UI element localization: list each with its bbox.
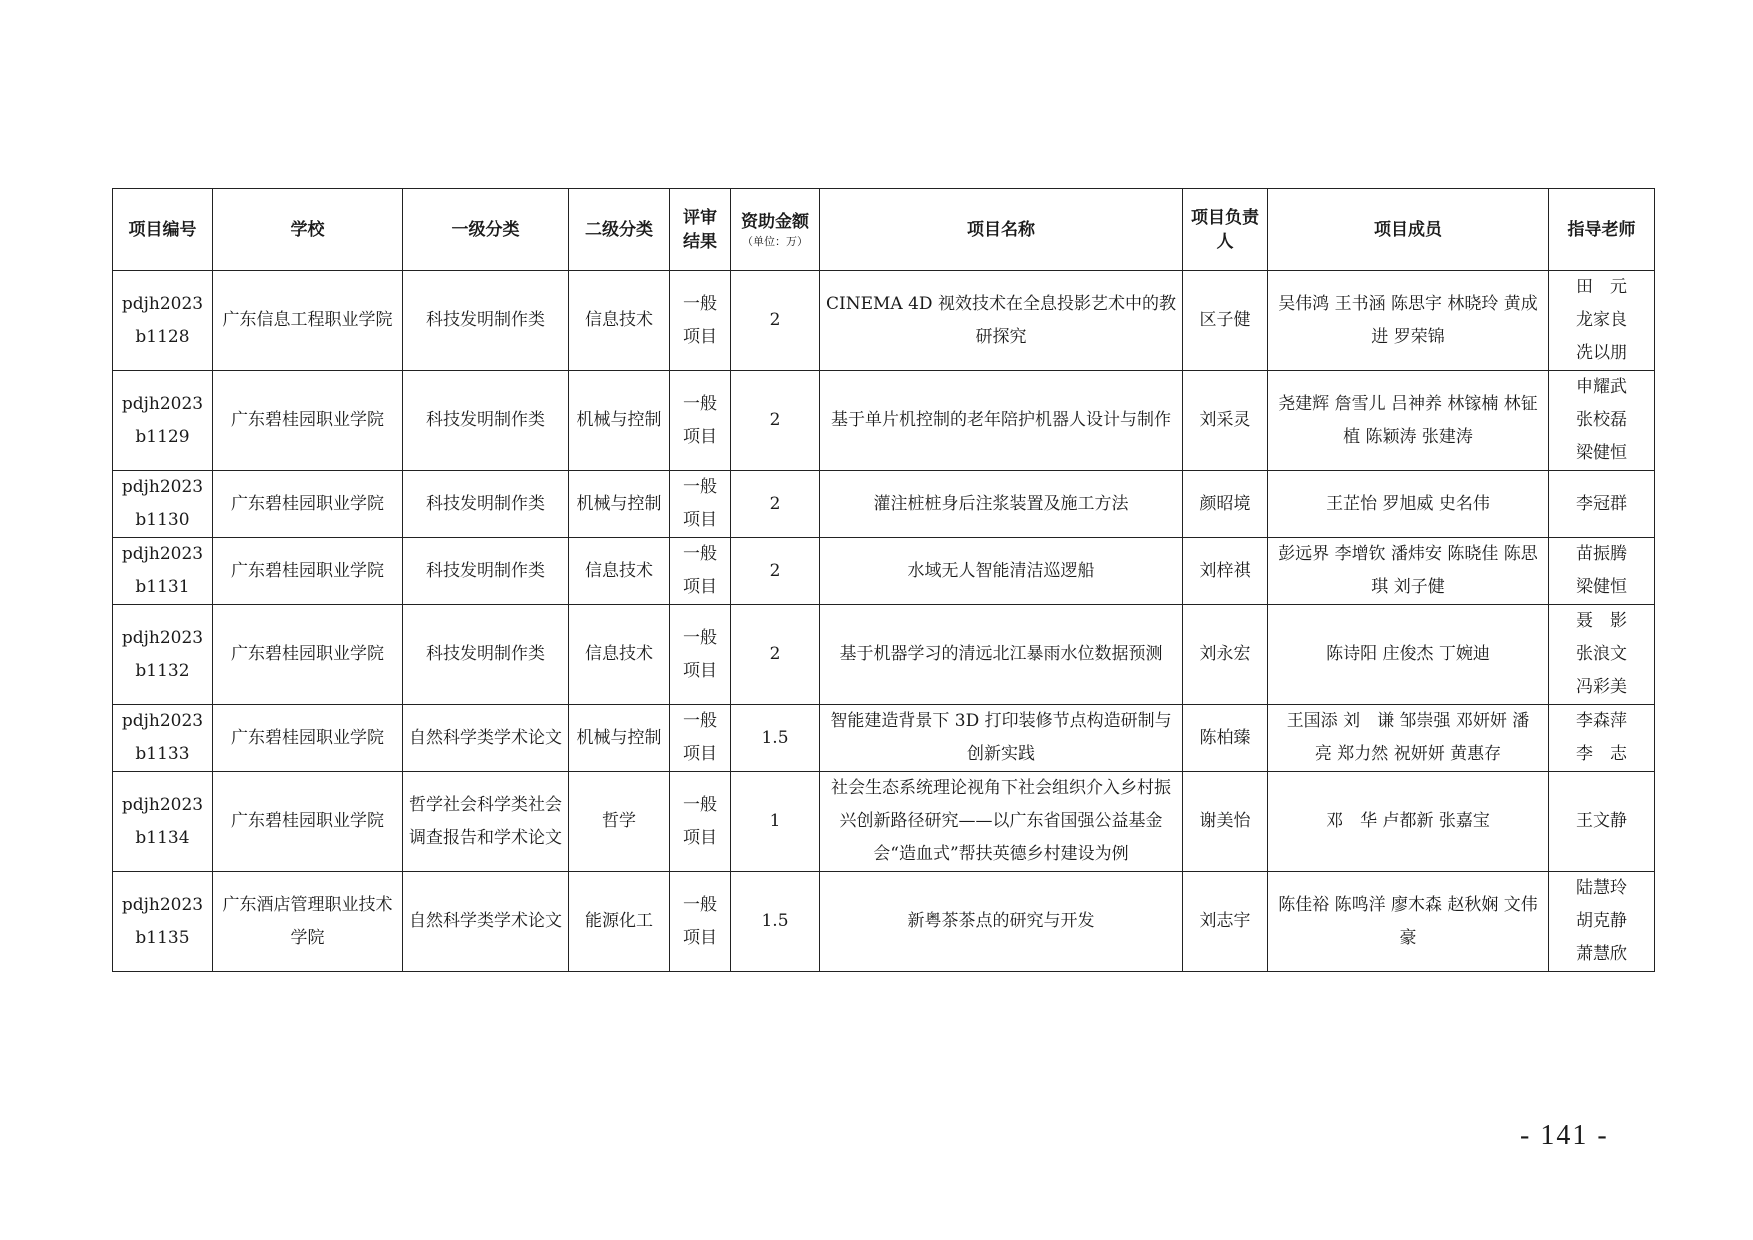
cell-name: 新粤茶茶点的研究与开发 [820,872,1183,972]
cell-cat2: 信息技术 [569,271,670,371]
cell-cat2: 信息技术 [569,538,670,605]
table-row [113,271,1655,371]
header-name: 项目名称 [820,189,1183,271]
cell-id: pdjh2023b1128 [113,271,213,371]
header-amount-label: 资助金额 [741,211,809,232]
cell-school: 广东信息工程职业学院 [213,271,403,371]
header-amount-unit: （单位：万） [742,234,808,248]
cell-id: pdjh2023b1134 [113,772,213,872]
cell-cat1: 自然科学类学术论文 [403,705,569,772]
cell-cat1: 哲学社会科学类社会调查报告和学术论文 [403,772,569,872]
cell-advisor: 聂 影 张浪文 冯彩美 [1549,605,1655,705]
cell-review: 一般项目 [670,471,731,538]
cell-school: 广东碧桂园职业学院 [213,471,403,538]
cell-school: 广东碧桂园职业学院 [213,605,403,705]
table-row [113,471,1655,538]
cell-name: 灌注桩桩身后注浆装置及施工方法 [820,471,1183,538]
cell-amount: 2 [731,271,820,371]
cell-id: pdjh2023b1133 [113,705,213,772]
header-cat2: 二级分类 [569,189,670,271]
header-members: 项目成员 [1268,189,1549,271]
cell-review: 一般项目 [670,772,731,872]
cell-review: 一般项目 [670,705,731,772]
cell-cat1: 科技发明制作类 [403,371,569,471]
cell-advisor: 王文静 [1549,772,1655,872]
cell-school: 广东碧桂园职业学院 [213,538,403,605]
page-number: - 141 - [1520,1120,1609,1151]
table-header-row [113,189,1655,271]
cell-amount: 1.5 [731,705,820,772]
table-row [113,705,1655,772]
header-cat1: 一级分类 [403,189,569,271]
cell-leader: 刘永宏 [1183,605,1268,705]
cell-name: CINEMA 4D 视效技术在全息投影艺术中的教研探究 [820,271,1183,371]
cell-name: 基于单片机控制的老年陪护机器人设计与制作 [820,371,1183,471]
cell-amount: 2 [731,538,820,605]
header-amount [731,189,820,271]
cell-amount: 2 [731,371,820,471]
cell-advisor: 陆慧玲 胡克静 萧慧欣 [1549,872,1655,972]
cell-school: 广东碧桂园职业学院 [213,371,403,471]
cell-members: 陈佳裕 陈鸣洋 廖木森 赵秋娴 文伟豪 [1268,872,1549,972]
cell-school: 广东碧桂园职业学院 [213,772,403,872]
cell-school: 广东酒店管理职业技术学院 [213,872,403,972]
cell-members: 彭远界 李增钦 潘炜安 陈晓佳 陈思琪 刘子健 [1268,538,1549,605]
cell-cat2: 信息技术 [569,605,670,705]
cell-cat2: 能源化工 [569,872,670,972]
cell-review: 一般项目 [670,538,731,605]
cell-cat1: 自然科学类学术论文 [403,872,569,972]
cell-cat1: 科技发明制作类 [403,605,569,705]
cell-name: 基于机器学习的清远北江暴雨水位数据预测 [820,605,1183,705]
cell-review: 一般项目 [670,271,731,371]
cell-leader: 刘梓祺 [1183,538,1268,605]
cell-name: 水域无人智能清洁巡逻船 [820,538,1183,605]
cell-advisor: 苗振腾 梁健恒 [1549,538,1655,605]
cell-school: 广东碧桂园职业学院 [213,705,403,772]
cell-leader: 刘志宇 [1183,872,1268,972]
cell-members: 王国添 刘 谦 邹崇强 邓妍妍 潘 亮 郑力然 祝妍妍 黄惠存 [1268,705,1549,772]
table-row [113,605,1655,705]
cell-amount: 1 [731,772,820,872]
cell-advisor: 李森萍 李 志 [1549,705,1655,772]
cell-cat2: 机械与控制 [569,705,670,772]
cell-id: pdjh2023b1135 [113,872,213,972]
cell-review: 一般项目 [670,872,731,972]
header-id: 项目编号 [113,189,213,271]
project-table-container [112,188,1655,972]
cell-review: 一般项目 [670,605,731,705]
table-row [113,872,1655,972]
cell-cat1: 科技发明制作类 [403,538,569,605]
cell-members: 吴伟鸿 王书涵 陈思宇 林晓玲 黄成进 罗荣锦 [1268,271,1549,371]
cell-advisor: 田 元 龙家良 冼以朋 [1549,271,1655,371]
project-table [112,188,1655,972]
cell-id: pdjh2023b1132 [113,605,213,705]
cell-id: pdjh2023b1130 [113,471,213,538]
cell-name: 智能建造背景下 3D 打印装修节点构造研制与创新实践 [820,705,1183,772]
cell-cat2: 哲学 [569,772,670,872]
cell-members: 陈诗阳 庄俊杰 丁婉迪 [1268,605,1549,705]
cell-name: 社会生态系统理论视角下社会组织介入乡村振兴创新路径研究——以广东省国强公益基金会“造血式”帮扶英德乡村建设为例 [820,772,1183,872]
cell-members: 王芷怡 罗旭威 史名伟 [1268,471,1549,538]
table-row [113,772,1655,872]
cell-leader: 陈柏臻 [1183,705,1268,772]
cell-cat2: 机械与控制 [569,471,670,538]
cell-leader: 区子健 [1183,271,1268,371]
cell-id: pdjh2023b1129 [113,371,213,471]
cell-advisor: 李冠群 [1549,471,1655,538]
table-row [113,371,1655,471]
cell-review: 一般项目 [670,371,731,471]
cell-cat2: 机械与控制 [569,371,670,471]
cell-cat1: 科技发明制作类 [403,271,569,371]
cell-members: 尧建辉 詹雪儿 吕神养 林镓楠 林钲植 陈颖涛 张建涛 [1268,371,1549,471]
table-row [113,538,1655,605]
cell-amount: 2 [731,605,820,705]
header-advisor: 指导老师 [1549,189,1655,271]
cell-amount: 1.5 [731,872,820,972]
header-review: 评审结果 [670,189,731,271]
cell-leader: 颜昭境 [1183,471,1268,538]
header-leader: 项目负责人 [1183,189,1268,271]
cell-members: 邓 华 卢都新 张嘉宝 [1268,772,1549,872]
cell-leader: 刘采灵 [1183,371,1268,471]
cell-amount: 2 [731,471,820,538]
cell-id: pdjh2023b1131 [113,538,213,605]
header-school: 学校 [213,189,403,271]
cell-advisor: 申耀武 张校磊 梁健恒 [1549,371,1655,471]
cell-leader: 谢美怡 [1183,772,1268,872]
cell-cat1: 科技发明制作类 [403,471,569,538]
